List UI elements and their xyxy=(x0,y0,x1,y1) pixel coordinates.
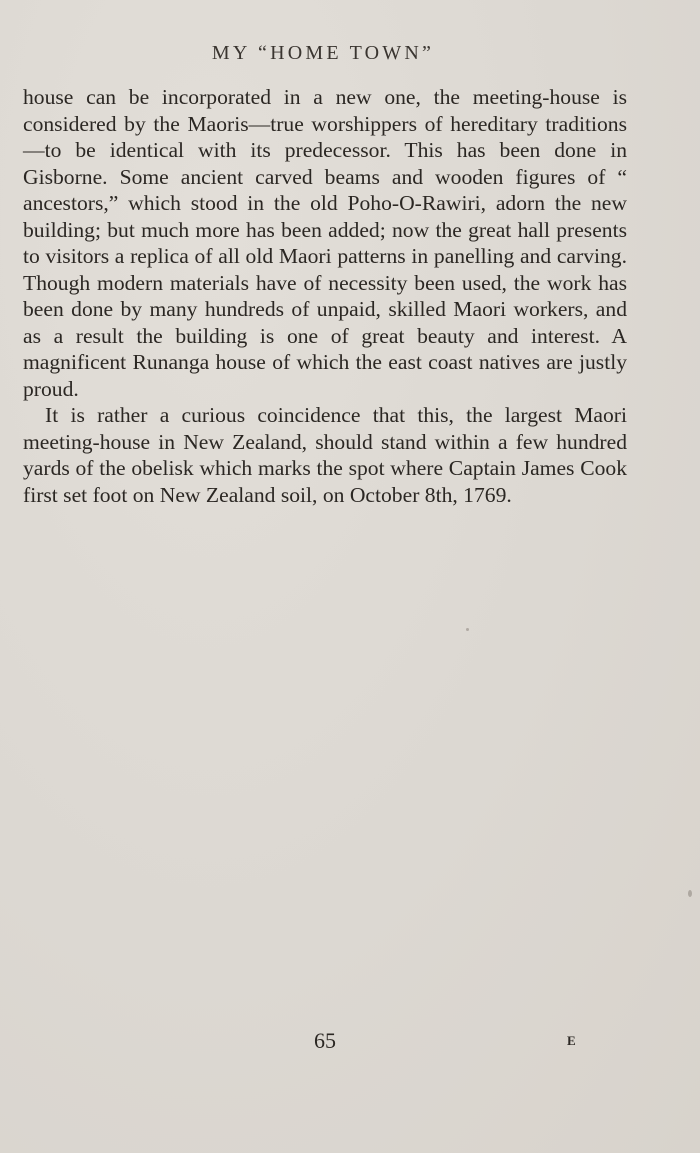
running-head: MY “HOME TOWN” xyxy=(211,42,435,64)
paragraph-continued: house can be incorporated in a new one, the meeting-house is considered by the Maoris—true worshippers of hereditary traditions—to be identical with its predecessor. This has been done in Gisborne. Some ancient carved beams and wooden figures of “ ancestors,” which stood in the old Poho-O-Rawiri, adorn the new building; but much more has been added; now the great hall presents to visitors a replica of all old Maori patterns in panelling and carving. Though modern materials have of necessity been used, the work has been done by many hundreds of unpaid, skilled Maori workers, and as a result the building is one of great beauty and interest. A magnificent Runanga house of which the east coast natives are justly proud. xyxy=(23,85,627,401)
paragraph-coincidence: It is rather a curious coincidence that this, the largest Maori meeting-house in New Zealand, should stand within a few hundred yards of the obelisk which marks the spot where Captain James Cook first set foot on New Zealand soil, on October 8th, 1769. xyxy=(23,403,627,507)
page-number: 65 xyxy=(314,1028,336,1053)
body-text xyxy=(23,84,627,508)
paper-speck xyxy=(466,628,469,631)
signature-mark: E xyxy=(567,1033,576,1048)
paper-speck xyxy=(688,890,692,897)
